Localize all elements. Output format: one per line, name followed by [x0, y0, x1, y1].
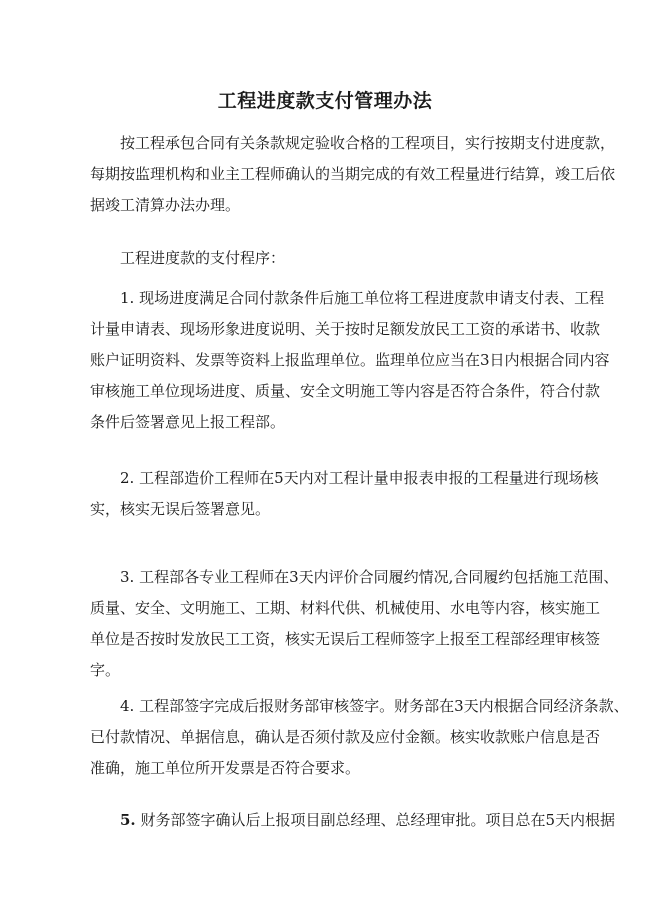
procedure-heading-text: 工程进度款的支付程序： [120, 249, 286, 267]
step-2-paragraph [90, 463, 610, 525]
intro-line: 每期按监理机构和业主工程师确认的当期完成的有效工程量进行结算，竣工后依 [90, 165, 616, 183]
step-number: 3. [120, 568, 135, 586]
step-3-paragraph [90, 562, 619, 686]
step-line: 单位是否按时发放民工工资，核实无误后工程师签字上报至工程部经理审核签 [90, 630, 601, 648]
page-title: 工程进度款支付管理办法 [217, 90, 433, 112]
step-text: 工程部签字完成后报财务部审核签字。财务部在3天内根据合同经济条款、 [139, 697, 629, 715]
step-line [90, 805, 615, 836]
step-line: 质量、安全、文明施工、工期、材料代供、机械使用、水电等内容，核实施工 [90, 599, 601, 617]
step-5-paragraph [90, 805, 615, 836]
step-number: 4. [120, 697, 135, 715]
step-text: 财务部签字确认后上报项目副总经理、总经理审批。项目总在5天内根据 [140, 811, 615, 829]
step-line [90, 283, 610, 314]
step-number: 5. [120, 811, 136, 829]
step-line: 账户证明资料、发票等资料上报监理单位。监理单位应当在3日内根据合同内容 [90, 351, 610, 369]
intro-line: 据竣工清算办法办理。 [90, 196, 241, 214]
step-line [90, 562, 619, 593]
step-number: 2. [120, 469, 135, 487]
step-line [90, 691, 629, 722]
step-line: 已付款情况、单据信息，确认是否须付款及应付金额。核实收款账户信息是否 [90, 728, 601, 746]
intro-line: 按工程承包合同有关条款规定验收合格的工程项目，实行按期支付进度款， [120, 134, 616, 152]
step-line: 实，核实无误后签署意见。 [90, 500, 271, 518]
intro-paragraph [90, 128, 616, 221]
step-line: 准确，施工单位所开发票是否符合要求。 [90, 759, 361, 777]
step-1-paragraph [90, 283, 610, 438]
step-text: 工程部各专业工程师在3天内评价合同履约情况,合同履约包括施工范围、 [139, 568, 619, 586]
step-number: 1. [120, 289, 135, 307]
step-line: 条件后签署意见上报工程部。 [90, 413, 286, 431]
step-line: 审核施工单位现场进度、质量、安全文明施工等内容是否符合条件，符合付款 [90, 382, 601, 400]
step-text: 工程部造价工程师在5天内对工程计量申报表申报的工程量进行现场核 [139, 469, 599, 487]
step-line: 字。 [90, 661, 121, 679]
step-line: 计量申请表、现场形象进度说明、关于按时足额发放民工工资的承诺书、收款 [90, 320, 601, 338]
step-line [90, 463, 610, 494]
step-4-paragraph [90, 691, 629, 784]
procedure-heading [90, 243, 610, 274]
step-text: 现场进度满足合同付款条件后施工单位将工程进度款申请支付表、工程 [139, 289, 605, 307]
